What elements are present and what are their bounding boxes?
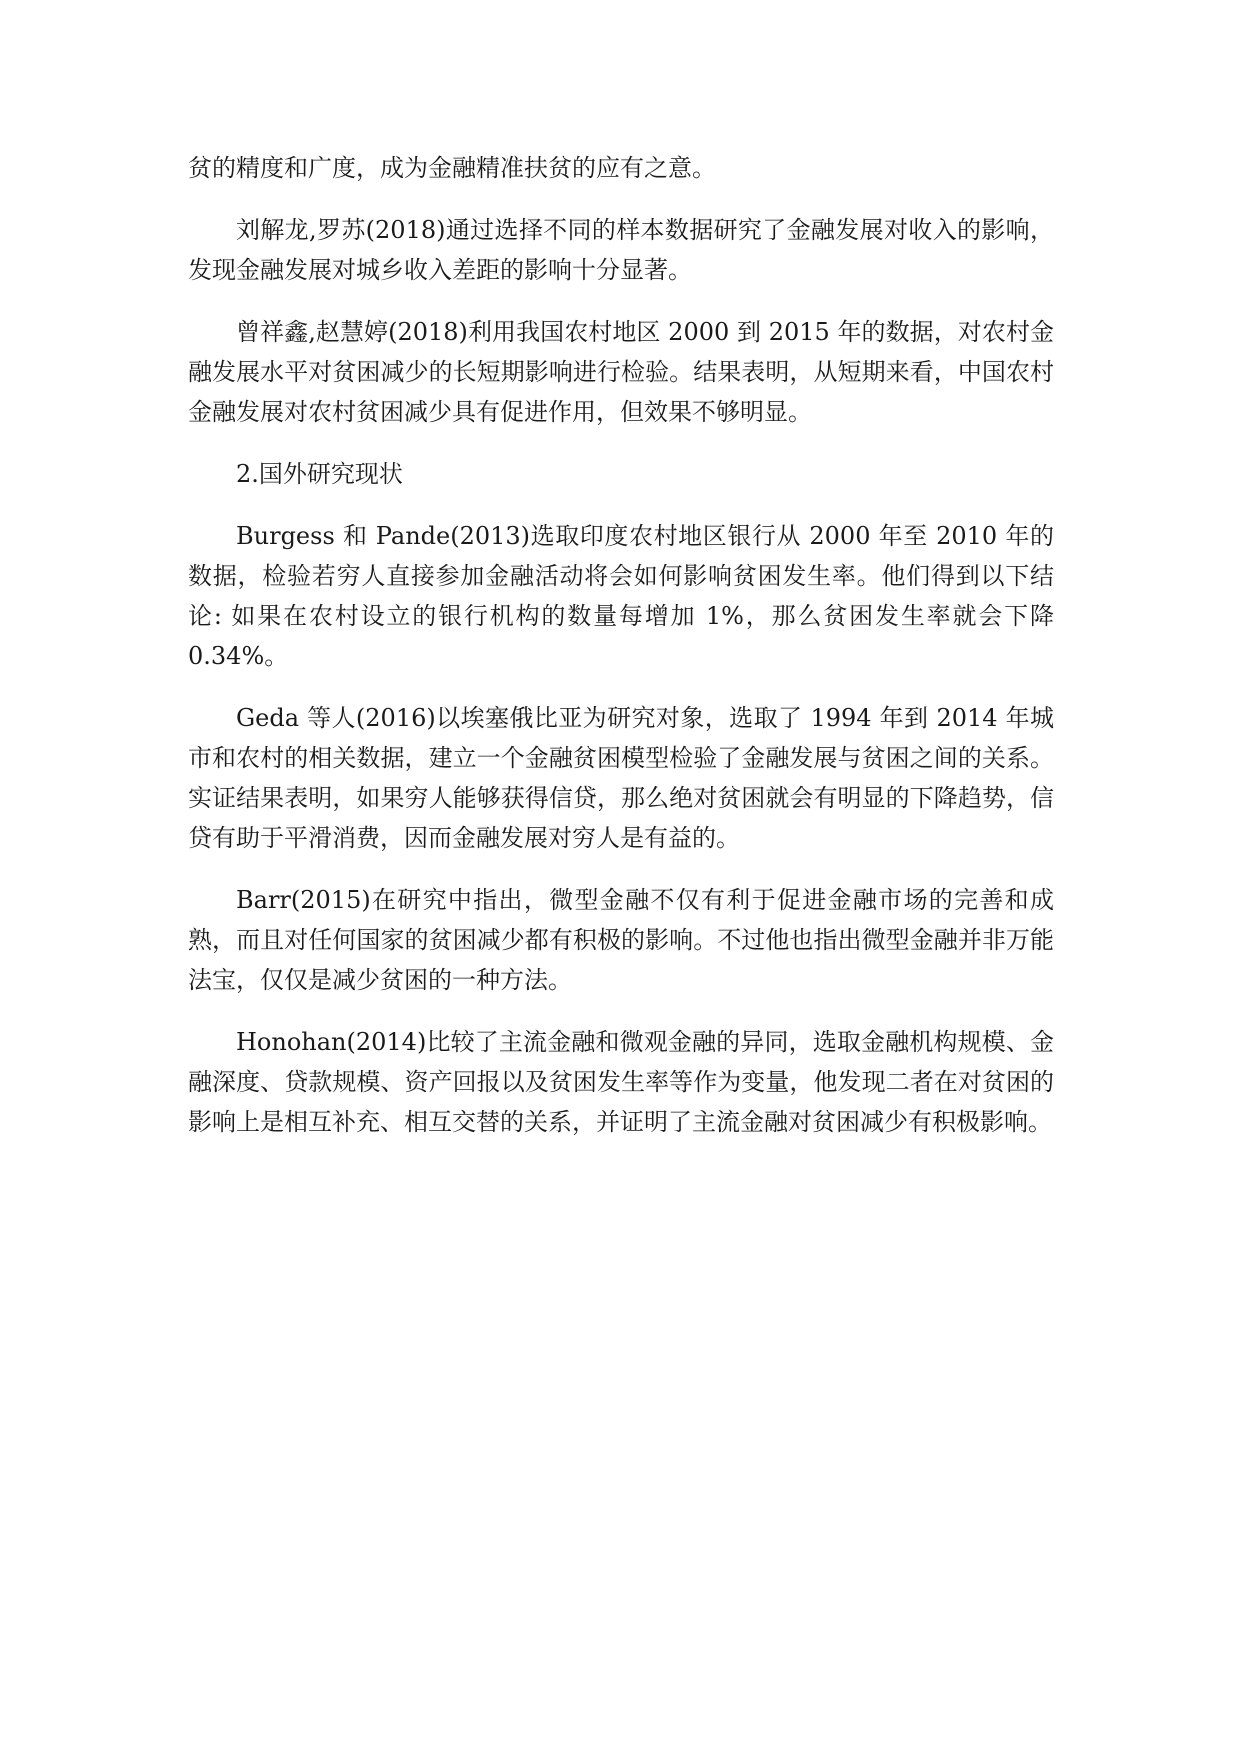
paragraph-barr: Barr(2015)在研究中指出，微型金融不仅有利于促进金融市场的完善和成熟，而且对任何国家的贫困减少都有积极的影响。不过他也指出微型金融并非万能法宝，仅仅是减少贫困的一种方法。 <box>188 886 1054 994</box>
paragraph-continuation: 贫的精度和广度，成为金融精准扶贫的应有之意。 <box>188 154 716 182</box>
paragraph-liu-luo: 刘解龙,罗苏(2018)通过选择不同的样本数据研究了金融发展对收入的影响，发现金融发展对城乡收入差距的影响十分显著。 <box>188 216 1054 284</box>
paragraph-honohan: Honohan(2014)比较了主流金融和微观金融的异同，选取金融机构规模、金融深度、贷款规模、资产回报以及贫困发生率等作为变量，他发现二者在对贫困的影响上是相互补充、相互交替的关系，并证明了主流金融对贫困减少有积极影响。 <box>188 1028 1054 1136</box>
paragraph-geda: Geda 等人(2016)以埃塞俄比亚为研究对象，选取了 1994 年到 2014 年城市和农村的相关数据，建立一个金融贫困模型检验了金融发展与贫困之间的关系。实证结果表明，如果穷人能够获得信贷，那么绝对贫困就会有明显的下降趋势，信贷有助于平滑消费，因而金融发展对穷人是有益的。 <box>188 704 1054 852</box>
document-body <box>188 148 1054 1164</box>
paragraph-zeng-zhao: 曾祥鑫,赵慧婷(2018)利用我国农村地区 2000 到 2015 年的数据，对农村金融发展水平对贫困减少的长短期影响进行检验。结果表明，从短期来看，中国农村金融发展对农村贫困减少具有促进作用，但效果不够明显。 <box>188 318 1054 426</box>
paragraph-burgess-pande: Burgess 和 Pande(2013)选取印度农村地区银行从 2000 年至 2010 年的数据，检验若穷人直接参加金融活动将会如何影响贫困发生率。他们得到以下结论: 如果在农村设立的银行机构的数量每增加 1%，那么贫困发生率就会下降 0.34%。 <box>188 522 1054 670</box>
section-heading-foreign-research: 2.国外研究现状 <box>236 460 403 488</box>
